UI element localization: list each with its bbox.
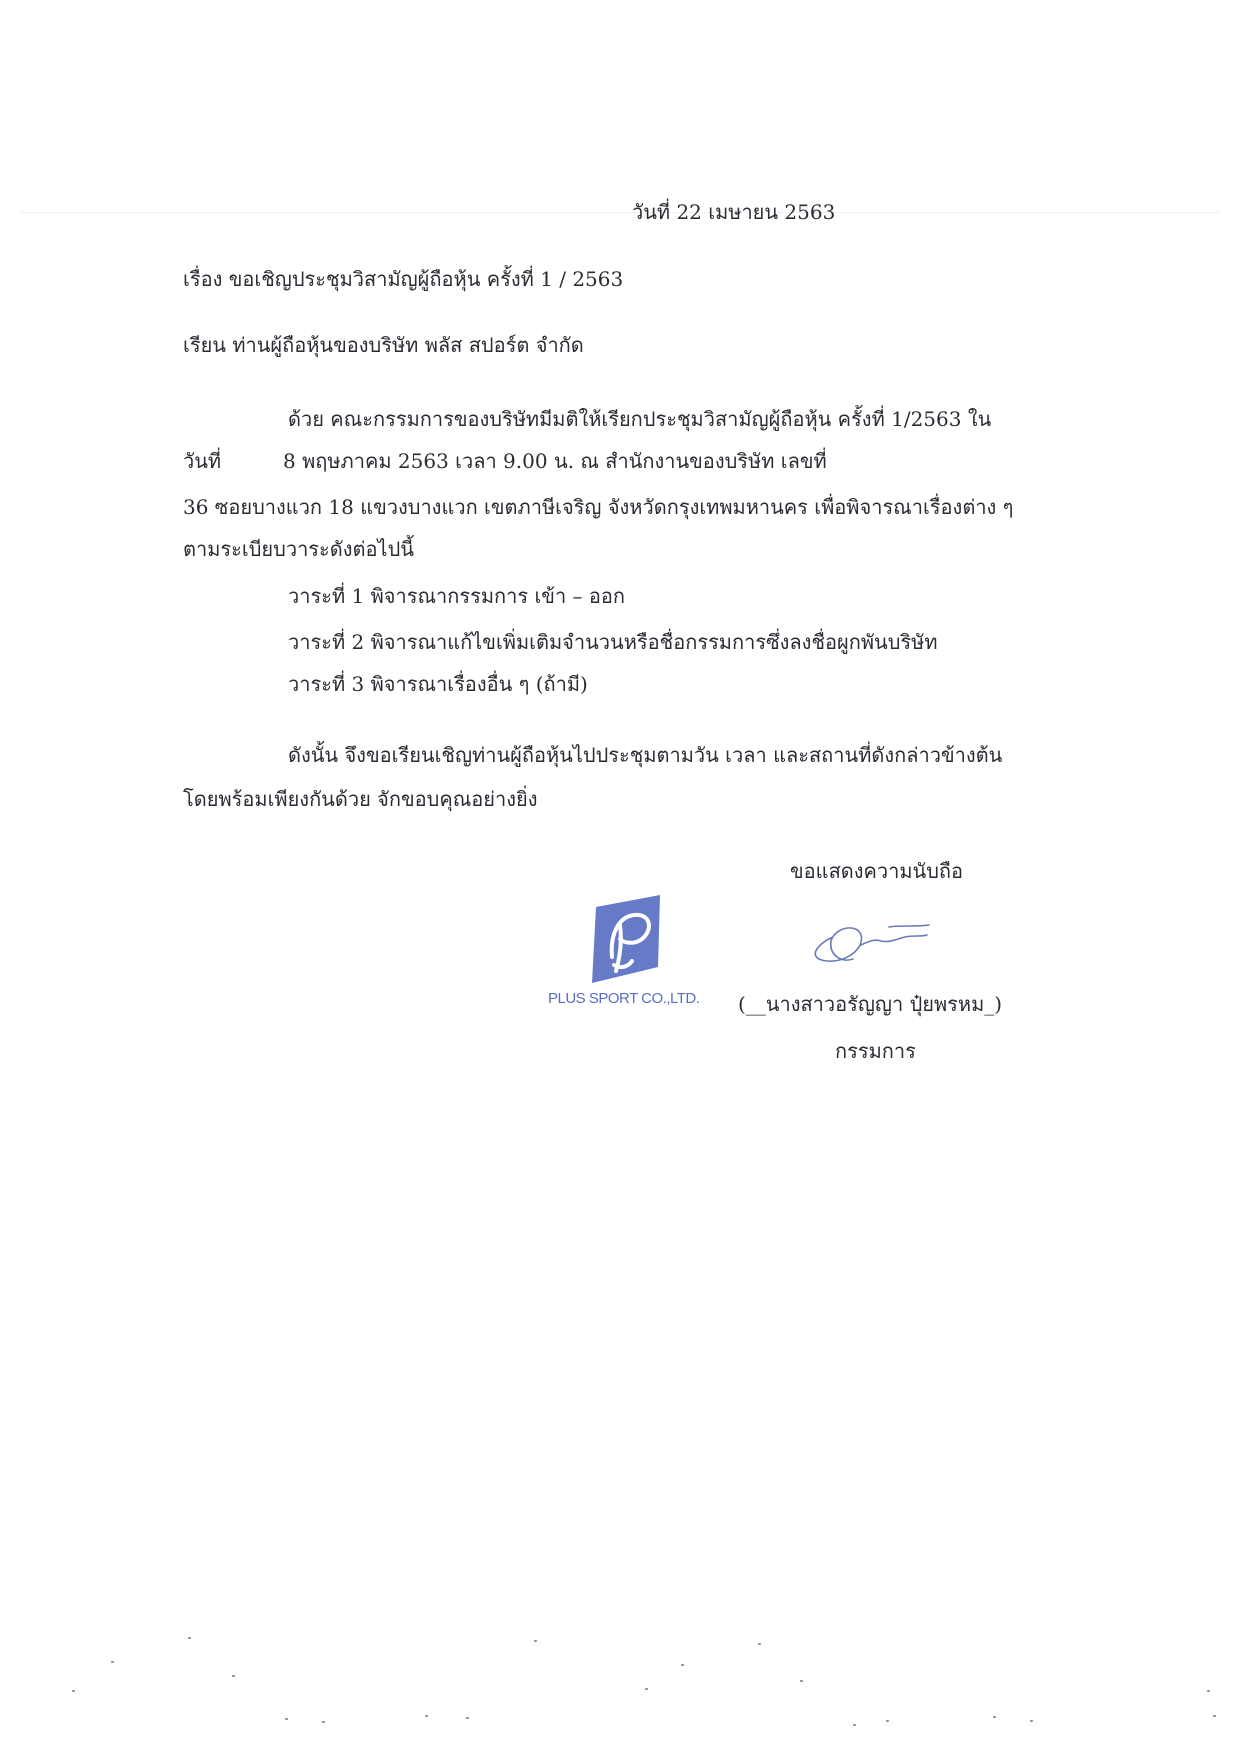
scan-speck [425, 1715, 428, 1717]
scan-speck [1213, 1715, 1216, 1717]
scan-speck [232, 1675, 235, 1677]
letter-subject: เรื่อง ขอเชิญประชุมวิสามัญผู้ถือหุ้น ครั้งที่ 1 / 2563 [183, 267, 624, 291]
closing-line-1: ดังนั้น จึงขอเรียนเชิญท่านผู้ถือหุ้นไปประชุมตามวัน เวลา และสถานที่ดังกล่าวข้างต้น [288, 743, 1003, 767]
letter-addressee: เรียน ท่านผู้ถือหุ้นของบริษัท พลัส สปอร์ต จำกัด [183, 333, 584, 357]
scan-speck [886, 1720, 889, 1722]
body-line-2-value: 8 พฤษภาคม 2563 เวลา 9.00 น. ณ สำนักงานของบริษัท เลขที่ [283, 449, 827, 473]
agenda-item-2: วาระที่ 2 พิจารณาแก้ไขเพิ่มเติมจำนวนหรือชื่อกรรมการซึ่งลงชื่อผูกพันบริษัท [288, 630, 938, 654]
scan-speck [800, 1680, 803, 1682]
scan-speck [1207, 1690, 1210, 1692]
scan-speck [993, 1716, 996, 1718]
closing-line-2: โดยพร้อมเพียงกันด้วย จักขอบคุณอย่างยิ่ง [183, 787, 538, 811]
letter-date: วันที่ 22 เมษายน 2563 [632, 200, 836, 224]
scan-speck [285, 1718, 288, 1720]
company-stamp-text: PLUS SPORT CO.,LTD. [548, 990, 700, 1007]
signer-name: (__นางสาวอรัญญา ปุ๋ยพรหม_) [738, 992, 1003, 1016]
agenda-item-1: วาระที่ 1 พิจารณากรรมการ เข้า – ออก [288, 584, 626, 608]
body-line-3: 36 ซอยบางแวก 18 แขวงบางแวก เขตภาษีเจริญ จังหวัดกรุงเทพมหานคร เพื่อพิจารณาเรื่องต่าง ๆ [183, 495, 1014, 519]
sign-off: ขอแสดงความนับถือ [790, 859, 964, 883]
scan-speck [72, 1690, 75, 1692]
handwritten-signature [805, 915, 945, 975]
scan-speck [188, 1637, 191, 1639]
scan-speck [534, 1640, 537, 1642]
scan-speck [645, 1688, 648, 1690]
scan-speck [853, 1724, 856, 1726]
agenda-item-3: วาระที่ 3 พิจารณาเรื่องอื่น ๆ (ถ้ามี) [288, 672, 588, 696]
scan-speck [466, 1717, 469, 1719]
body-line-4: ตามระเบียบวาระดังต่อไปนี้ [183, 537, 414, 561]
body-line-1: ด้วย คณะกรรมการของบริษัทมีมติให้เรียกประชุมวิสามัญผู้ถือหุ้น ครั้งที่ 1/2563 ใน [288, 407, 992, 431]
body-line-2-label: วันที่ [183, 449, 222, 473]
signer-title: กรรมการ [835, 1039, 916, 1063]
scan-speck [111, 1661, 114, 1663]
scan-speck [1030, 1720, 1033, 1722]
scan-speck [322, 1721, 325, 1723]
scan-speck [681, 1664, 684, 1666]
scan-speck [758, 1643, 761, 1645]
scan-artifact-line [20, 212, 1220, 213]
